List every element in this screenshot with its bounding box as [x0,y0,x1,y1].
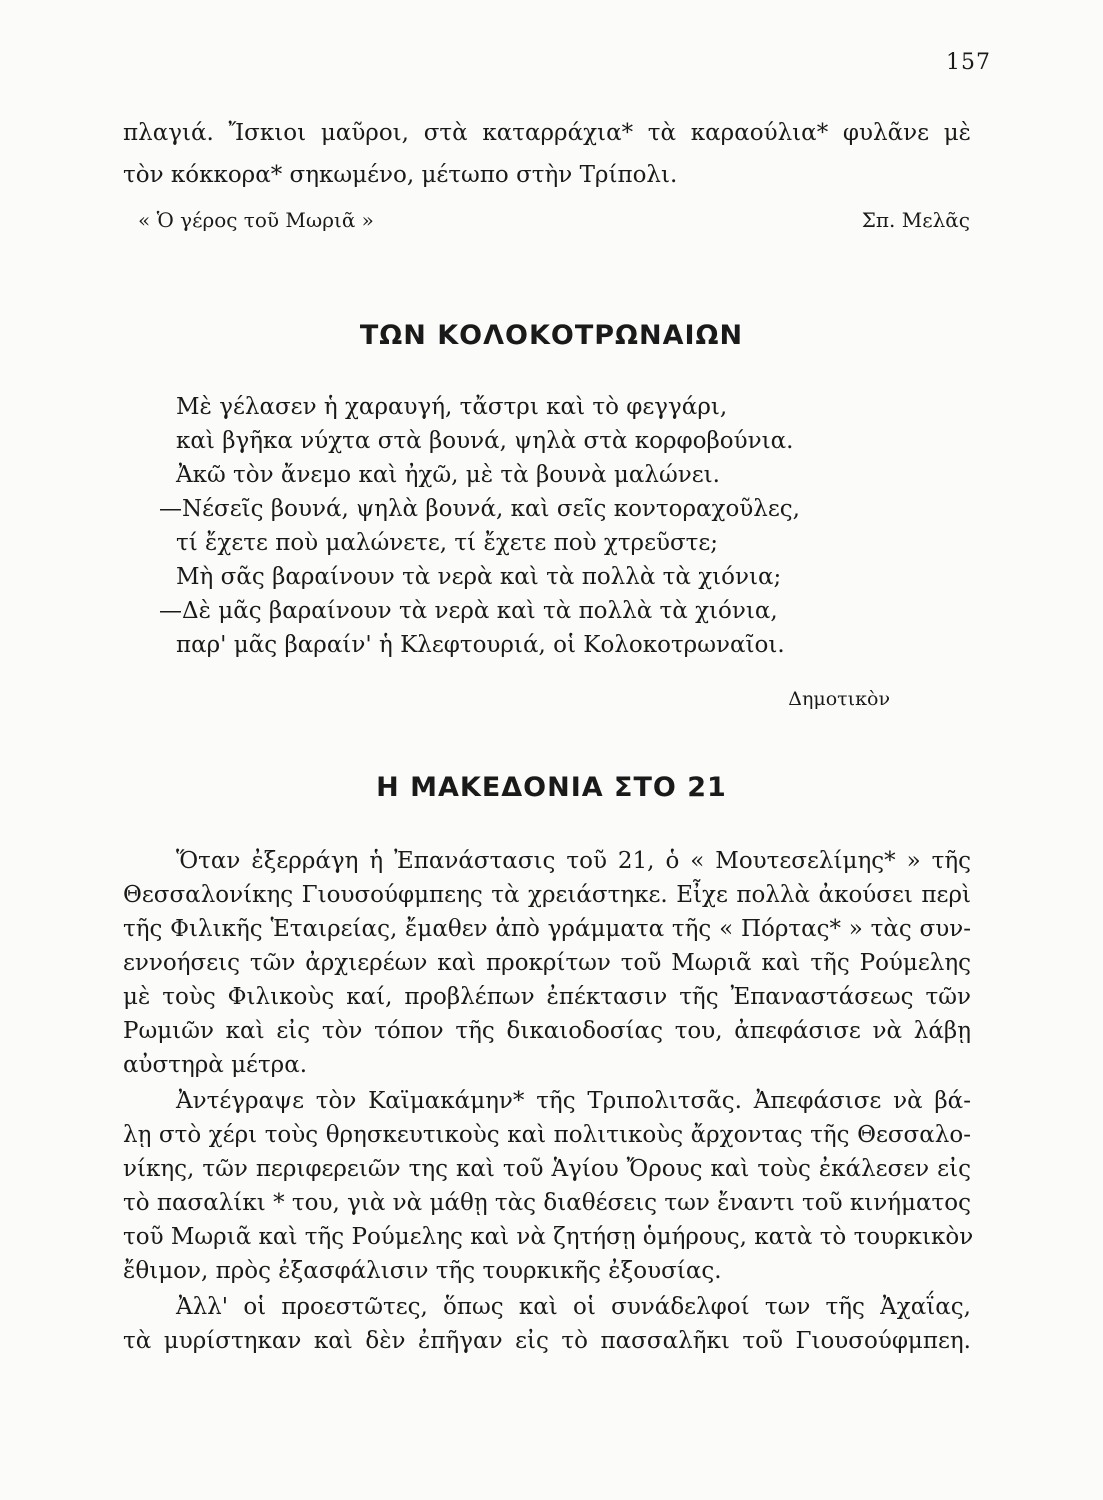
paragraph-line: Ὅταν ἐξερράγη ἡ Ἐπανάστασις τοῦ 21, ὁ « Μουτεσελίμης* » τῆς [176,848,971,874]
source-title: « Ὁ γέρος τοῦ Μωριᾶ » [138,208,374,232]
paragraph-line: νίκης, τῶν περιφερειῶν της καὶ τοῦ Ἁγίου Ὄρους καὶ τοὺς ἐκάλεσεν εἰς [123,1156,971,1182]
paragraph-line: τῆς Φιλικῆς Ἑταιρείας, ἔμαθεν ἀπὸ γράμματα τῆς « Πόρτας* » τὰς συν- [123,916,971,942]
paragraph-line: τοῦ Μωριᾶ καὶ τῆς Ρούμελης καὶ νὰ ζητήσῃ ὁμήρους, κατὰ τὸ τουρκικὸν [123,1224,974,1250]
section-title: Η ΜΑΚΕΔΟΝΙΑ ΣΤΟ 21 [376,772,727,803]
page-number: 157 [946,50,991,75]
paragraph-line: τὰ μυρίστηκαν καὶ δὲν ἐπῆγαν εἰς τὸ πασσαλῆκι τοῦ Γιουσούφμπεη. [123,1328,971,1354]
poem-line: Ἀκῶ τὸν ἄνεμο καὶ ἠχῶ, μὲ τὰ βουνὰ μαλώνει. [176,462,720,488]
opening-line: πλαγιά. Ἴσκιοι μαῦροι, στὰ καταρράχια* τὰ καραούλια* φυλᾶνε μὲ [123,120,971,146]
paragraph-line: Θεσσαλονίκης Γιουσούφμπεης τὰ χρειάστηκε. Εἶχε πολλὰ ἀκούσει περὶ [123,882,971,908]
poem-line: Μὲ γέλασεν ἡ χαραυγή, τἄστρι καὶ τὸ φεγγάρι, [176,394,728,420]
paragraph-line: Ἀντέγραψε τὸν Καϊμακάμην* τῆς Τριπολιτσᾶς. Ἀπεφάσισε νὰ βά- [176,1088,971,1114]
poem-line: τί ἔχετε ποὺ μαλώνετε, τί ἔχετε ποὺ χτρεῦστε; [176,530,719,556]
source-author: Σπ. Μελᾶς [861,208,970,232]
poem-signature: Δημοτικὸν [788,688,890,710]
paragraph-line: εννοήσεις τῶν ἀρχιερέων καὶ προκρίτων τοῦ Μωριᾶ καὶ τῆς Ρούμελης [123,950,971,976]
paragraph-line: Ἀλλ' οἱ προεστῶτες, ὅπως καὶ οἱ συνάδελφοί των τῆς Ἀχαΐας, [176,1294,971,1320]
paragraph-line: λῃ στὸ χέρι τοὺς θρησκευτικοὺς καὶ πολιτικοὺς ἄρχοντας τῆς Θεσσαλο- [123,1122,971,1148]
paragraph-line: ἔθιμον, πρὸς ἐξασφάλισιν τῆς τουρκικῆς ἐξουσίας. [123,1258,722,1284]
paragraph-line: αὐστηρὰ μέτρα. [123,1052,308,1078]
poem-line: —Νέσεῖς βουνά, ψηλὰ βουνά, καὶ σεῖς κοντοραχοῦλες, [159,496,800,522]
poem-title: ΤΩΝ ΚΟΛΟΚΟΤΡΩΝΑΙΩΝ [359,320,744,351]
paragraph-line: Ρωμιῶν καὶ εἰς τὸν τόπον τῆς δικαιοδοσίας του, ἀπεφάσισε νὰ λάβῃ [123,1018,971,1044]
poem-line: —Δὲ μᾶς βαραίνουν τὰ νερὰ καὶ τὰ πολλὰ τὰ χιόνια, [159,598,778,624]
poem-line: παρ' μᾶς βαραίν' ἡ Κλεφτουριά, οἱ Κολοκοτρωναῖοι. [176,632,785,658]
poem-line: Μὴ σᾶς βαραίνουν τὰ νερὰ καὶ τὰ πολλὰ τὰ χιόνια; [176,564,782,590]
paragraph-line: μὲ τοὺς Φιλικοὺς καί, προβλέπων ἐπέκτασιν τῆς Ἐπαναστάσεως τῶν [123,984,971,1010]
opening-line: τὸν κόκκορα* σηκωμένο, μέτωπο στὴν Τρίπολι. [123,162,678,188]
paragraph-line: τὸ πασαλίκι * του, γιὰ νὰ μάθῃ τὰς διαθέσεις των ἔναντι τοῦ κινήματος [123,1190,971,1216]
poem-line: καὶ βγῆκα νύχτα στὰ βουνά, ψηλὰ στὰ κορφοβούνια. [176,428,794,454]
